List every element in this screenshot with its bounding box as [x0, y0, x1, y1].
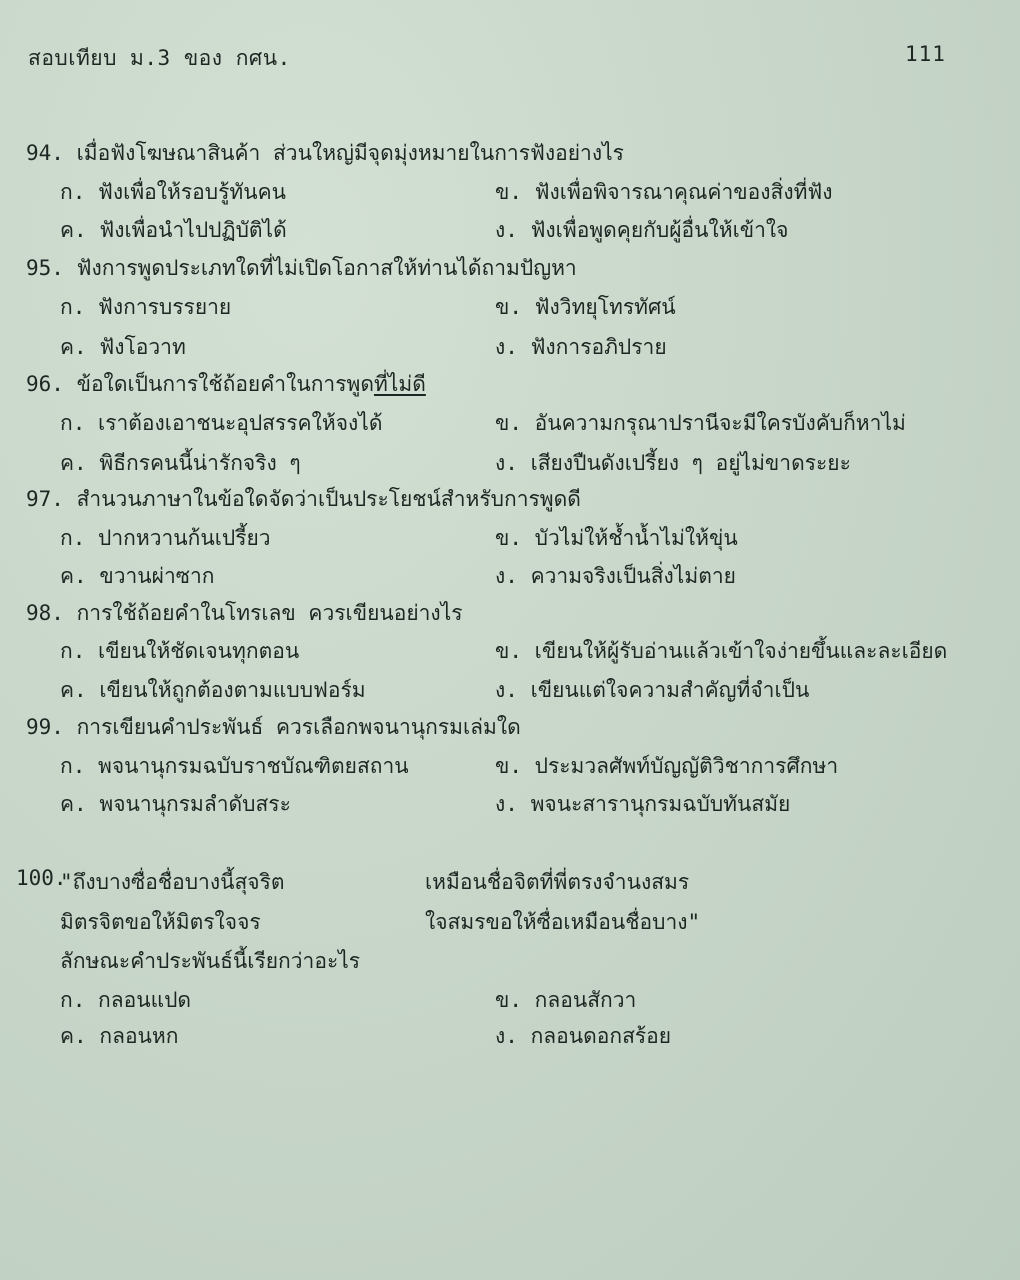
question-94-option-b [495, 176, 833, 209]
option-text: ประมวลศัพท์บัญญัติวิชาการศึกษา [534, 754, 839, 778]
question-text: สำนวนภาษาในข้อใดจัดว่าเป็นประโยชน์สำหรับการพูดดี [76, 487, 581, 511]
question-text-underlined: ที่ไม่ดี [373, 372, 426, 396]
option-text: กลอนหก [99, 1024, 179, 1048]
question-98-option-d [495, 674, 809, 707]
option-text: ฟังวิทยุโทรทัศน์ [534, 295, 676, 319]
poem-line-1: "ถึงบางซื่อชื่อบางนี้สุจริต [60, 870, 285, 894]
question-100-option-c [60, 1020, 178, 1053]
option-letter: ค. [60, 1024, 87, 1048]
option-text: เราต้องเอาชนะอุปสรรคให้จงได้ [98, 411, 383, 435]
option-text: ฟังการบรรยาย [98, 295, 232, 319]
option-letter: ง. [495, 564, 518, 588]
question-95-option-d [495, 331, 667, 364]
poem-line-4: ใจสมรขอให้ซื่อเหมือนชื่อบาง" [425, 910, 701, 934]
question-98-stem [26, 597, 463, 630]
question-number: 97. [26, 487, 64, 511]
question-97-option-d [495, 560, 736, 593]
question-number: 99. [26, 715, 64, 739]
question-100-option-a [60, 984, 191, 1017]
option-text: ขวานผ่าซาก [99, 564, 215, 588]
question-99-stem [26, 711, 521, 744]
question-96-option-d [495, 447, 851, 480]
page-number: 111 [905, 42, 946, 66]
question-number: 94. [26, 141, 64, 165]
option-text: ปากหวานก้นเปรี้ยว [98, 526, 271, 550]
question-number: 98. [26, 601, 64, 625]
question-text: การเขียนคำประพันธ์ ควรเลือกพจนานุกรมเล่มใด [76, 715, 521, 739]
question-100-option-d [495, 1020, 671, 1053]
option-text: ฟังเพื่อให้รอบรู้ทันคน [98, 180, 286, 204]
option-text: ฟังการอภิปราย [530, 335, 667, 359]
question-94-option-a [60, 176, 286, 209]
question-99-option-d [495, 788, 790, 821]
question-97-option-b [495, 522, 738, 555]
option-letter: ง. [495, 1024, 518, 1048]
question-97-option-c [60, 560, 215, 593]
option-letter: ข. [495, 526, 522, 550]
question-number: 100. [16, 866, 67, 890]
question-97-stem [26, 483, 581, 516]
question-99-option-b [495, 750, 838, 783]
question-96-stem [26, 368, 426, 401]
option-letter: ก. [60, 754, 86, 778]
option-letter: ง. [495, 451, 518, 475]
question-94-option-c [60, 214, 287, 247]
option-letter: ข. [495, 411, 522, 435]
option-text: พิธีกรคนนี้น่ารักจริง ๆ [99, 451, 301, 475]
option-letter: ค. [60, 792, 87, 816]
option-text: ฟังโอวาท [99, 335, 186, 359]
question-94-option-d [495, 214, 788, 247]
question-text: เมื่อฟังโฆษณาสินค้า ส่วนใหญ่มีจุดมุ่งหมายในการฟังอย่างไร [76, 141, 624, 165]
option-text: ฟังเพื่อพูดคุยกับผู้อื่นให้เข้าใจ [530, 218, 789, 242]
header-title: สอบเทียบ ม.3 ของ กศน. [28, 46, 291, 70]
option-text: บัวไม่ให้ช้ำน้ำไม่ให้ขุ่น [534, 526, 738, 550]
option-letter: ข. [495, 295, 522, 319]
option-letter: ค. [60, 564, 87, 588]
question-text: ฟังการพูดประเภทใดที่ไม่เปิดโอกาสให้ท่านได้ถามปัญหา [76, 256, 577, 280]
option-letter: ก. [60, 411, 86, 435]
option-letter: ก. [60, 526, 86, 550]
question-98-option-b [495, 635, 947, 668]
question-100-stem: ลักษณะคำประพันธ์นี้เรียกว่าอะไร [60, 949, 361, 973]
option-text: ความจริงเป็นสิ่งไม่ตาย [530, 564, 736, 588]
question-number: 95. [26, 256, 64, 280]
option-text: อันความกรุณาปรานีจะมีใครบังคับก็หาไม่ [534, 411, 906, 435]
question-96-option-c [60, 447, 301, 480]
question-95-option-b [495, 291, 676, 324]
question-text: การใช้ถ้อยคำในโทรเลข ควรเขียนอย่างไร [76, 601, 463, 625]
option-text: กลอนสักวา [534, 988, 637, 1012]
option-text: ฟังเพื่อพิจารณาคุณค่าของสิ่งที่ฟัง [534, 180, 833, 204]
option-letter: ค. [60, 451, 87, 475]
option-text: ฟังเพื่อนำไปปฏิบัติได้ [99, 218, 287, 242]
question-96-option-a [60, 407, 382, 440]
option-letter: ข. [495, 988, 522, 1012]
option-letter: ค. [60, 335, 87, 359]
option-text: เขียนให้ผู้รับอ่านแล้วเข้าใจง่ายขึ้นและละเอียด [534, 639, 948, 663]
question-100-number [16, 866, 67, 890]
option-text: เขียนให้ชัดเจนทุกตอน [98, 639, 300, 663]
option-letter: ค. [60, 678, 87, 702]
option-letter: ก. [60, 639, 86, 663]
option-text: เขียนแต่ใจความสำคัญที่จำเป็น [530, 678, 810, 702]
option-text: กลอนดอกสร้อย [530, 1024, 672, 1048]
option-text: พจนะสารานุกรมฉบับทันสมัย [530, 792, 791, 816]
option-letter: ง. [495, 678, 518, 702]
option-letter: ก. [60, 180, 86, 204]
option-text: กลอนแปด [98, 988, 192, 1012]
question-95-option-a [60, 291, 231, 324]
question-number: 96. [26, 372, 64, 396]
question-98-option-a [60, 635, 299, 668]
option-letter: ง. [495, 218, 518, 242]
question-97-option-a [60, 522, 271, 555]
question-99-option-a [60, 750, 409, 783]
option-text: เสียงปืนดังเปรี้ยง ๆ อยู่ไม่ขาดระยะ [530, 451, 851, 475]
question-98-option-c [60, 674, 366, 707]
option-letter: ง. [495, 792, 518, 816]
option-text: เขียนให้ถูกต้องตามแบบฟอร์ม [99, 678, 366, 702]
question-99-option-c [60, 788, 291, 821]
question-95-stem [26, 252, 577, 285]
question-95-option-c [60, 331, 186, 364]
option-letter: ค. [60, 218, 87, 242]
poem-line-3: มิตรจิตขอให้มิตรใจจร [60, 910, 261, 934]
option-letter: ง. [495, 335, 518, 359]
question-text: ข้อใดเป็นการใช้ถ้อยคำในการพูด [76, 372, 374, 396]
question-96-option-b [495, 407, 906, 440]
option-text: พจนานุกรมฉบับราชบัณฑิตยสถาน [98, 754, 409, 778]
option-letter: ข. [495, 180, 522, 204]
option-text: พจนานุกรมลำดับสระ [99, 792, 291, 816]
option-letter: ก. [60, 295, 86, 319]
question-100-option-b [495, 984, 636, 1017]
option-letter: ข. [495, 639, 522, 663]
option-letter: ก. [60, 988, 86, 1012]
poem-line-2: เหมือนชื่อจิตที่พี่ตรงจำนงสมร [425, 870, 690, 894]
question-94-stem [26, 137, 624, 170]
option-letter: ข. [495, 754, 522, 778]
